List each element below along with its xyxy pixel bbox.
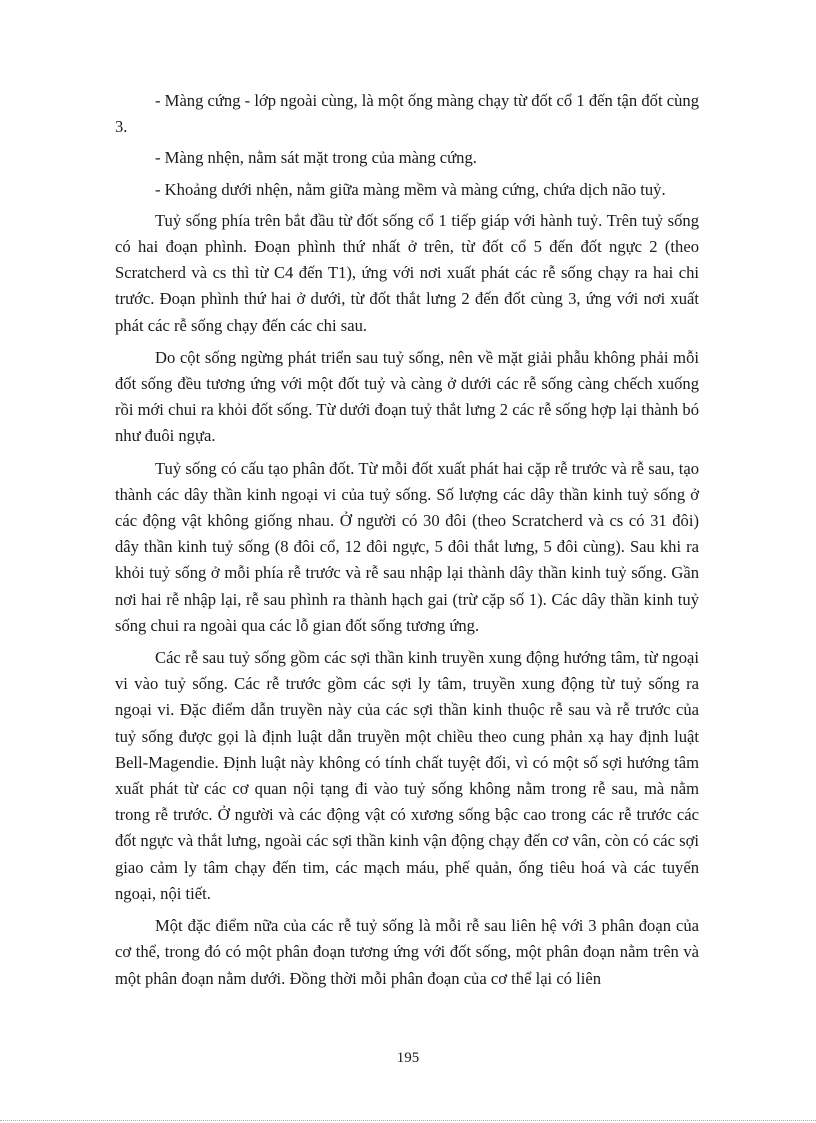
page-number: 195 [396, 1050, 420, 1066]
paragraph-bell-magendie: Các rễ sau tuỷ sống gồm các sợi thần kinh truyền xung động hướng tâm, từ ngoại vi vào tuỷ sống. Các rễ trước gồm các sợi ly tâm, truyền xung động từ tuỷ sống ra ngoại vi. Đặc điểm dẫn truyền này của các sợi thần kinh thuộc rễ sau và rễ trước của tuỷ sống được gọi là định luật dẫn truyền một chiều theo cung phản xạ hay định luật Bell-Magendie. Định luật này không có tính chất tuyệt đối, vì có một số sợi hướng tâm xuất phát từ các cơ quan nội tạng đi vào tuỷ sống không nằm trong rễ sau, mà nằm trong rễ trước. Ở người và các động vật có xương sống bậc cao trong các rễ trước các đốt ngực và thắt lưng, ngoài các sợi thần kinh vận động chạy đến cơ vân, còn có các sợi giao cảm ly tâm chạy đến tim, các mạch máu, phế quản, ống tiêu hoá và các tuyến ngoại, nội tiết. [115, 648, 699, 903]
paragraph-subarachnoid: - Khoảng dưới nhện, nằm giữa màng mềm và màng cứng, chứa dịch não tuỷ. [155, 179, 666, 199]
paragraph-spinal-cord-enlargements: Tuỷ sống phía trên bắt đầu từ đốt sống cổ 1 tiếp giáp với hành tuỷ. Trên tuỷ sống có hai đoạn phình. Đoạn phình thứ nhất ở trên, từ đốt cổ 5 đến đốt ngực 2 (theo Scratcherd và cs thì từ C4 đến T1), ứng với nơi xuất phát các rễ sống chạy ra hai chi trước. Đoạn phình thứ hai ở dưới, từ đốt thắt lưng 2 đến đốt cùng 3, ứng với nơi xuất phát các rễ sống chạy đến các chi sau. [115, 210, 699, 335]
document-body [115, 88, 699, 998]
paragraph-segments: Một đặc điểm nữa của các rễ tuỷ sống là mỗi rễ sau liên hệ với 3 phân đoạn của cơ thể, trong đó có một phân đoạn tương ứng với đốt sống, một phân đoạn nằm trên và một phân đoạn nằm dưới. Đồng thời mỗi phân đoạn của cơ thể lại có liên [115, 916, 699, 988]
page-bottom-border [0, 1120, 816, 1121]
paragraph-dura-mater: - Màng cứng - lớp ngoài cùng, là một ống màng chạy từ đốt cổ 1 đến tận đốt cùng 3. [115, 91, 699, 137]
paragraph-arachnoid: - Màng nhện, nằm sát mặt trong của màng cứng. [155, 148, 477, 168]
paragraph-cauda-equina: Do cột sống ngừng phát triển sau tuỷ sống, nên về mặt giải phẫu không phải mỗi đốt sống đều tương ứng với một đốt tuỷ và càng ở dưới các rễ sống càng chếch xuống rồi mới chui ra khỏi đốt sống. Từ dưới đoạn tuỷ thắt lưng 2 các rễ sống hợp lại thành bó như đuôi ngựa. [115, 347, 699, 446]
paragraph-spinal-nerves: Tuỷ sống có cấu tạo phân đốt. Từ mỗi đốt xuất phát hai cặp rễ trước và rễ sau, tạo thành các dây thần kinh ngoại vi của tuỷ sống. Số lượng các dây thần kinh tuỷ sống ở các động vật không giống nhau. Ở người có 30 đôi (theo Scratcherd và cs có 31 đôi) dây thần kinh tuỷ sống (8 đôi cổ, 12 đôi ngực, 5 đôi thắt lưng, 5 đôi cùng). Sau khi ra khỏi tuỷ sống ở mỗi phía rễ trước và rễ sau nhập lại thành dây thần kinh tuỷ sống. Gần nơi hai rễ nhập lại, rễ sau phình ra thành hạch gai (trừ cặp số 1). Các dây thần kinh tuỷ sống chui ra ngoài qua các lỗ gian đốt sống tương ứng. [115, 458, 699, 635]
